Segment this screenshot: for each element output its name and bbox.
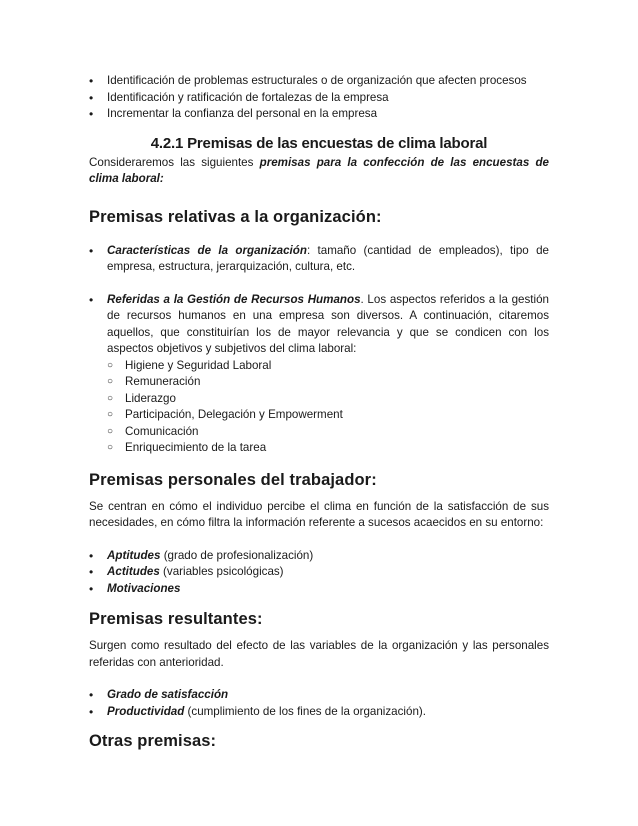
personal-heading: Premisas personales del trabajador:: [89, 470, 377, 489]
results-list: [89, 687, 549, 720]
sub-list-item: [107, 358, 549, 375]
bullet-icon: •: [89, 688, 94, 702]
sub-list-item: [107, 391, 549, 408]
item-bold: Productividad: [107, 704, 185, 718]
hr-aspects-list: [107, 358, 549, 457]
org-item1-bold: Características de la organización: [107, 243, 307, 257]
list-item: [89, 548, 549, 565]
circle-bullet-icon: ○: [107, 359, 114, 371]
org-item2-bold: Referidas a la Gestión de Recursos Humanos: [107, 292, 361, 306]
bullet-icon: •: [89, 292, 94, 307]
sub-item-text: Comunicación: [125, 424, 199, 438]
bullet-icon: •: [89, 243, 94, 258]
circle-bullet-icon: ○: [107, 409, 114, 420]
list-item: [89, 581, 549, 598]
sub-list-item: [107, 440, 549, 457]
list-item: [89, 243, 549, 276]
results-paragraph: Surgen como resultado del efecto de las variables de la organización y las personales referidas con anterioridad.: [89, 639, 549, 669]
personal-list: [89, 548, 549, 598]
sub-item-text: Participación, Delegación y Empowerment: [125, 408, 343, 421]
item-text: (cumplimiento de los fines de la organización).: [184, 704, 426, 718]
sub-list-item: [107, 374, 549, 391]
sub-list-item: [107, 424, 549, 441]
item-bold: Aptitudes: [107, 548, 161, 562]
sub-item-text: Higiene y Seguridad Laboral: [125, 358, 272, 372]
list-item-text: Incrementar la confianza del personal en la empresa: [107, 107, 378, 120]
item-text: (grado de profesionalización): [160, 548, 314, 562]
list-item: [89, 90, 549, 107]
list-item: [89, 704, 549, 721]
item-text: (variables psicológicas): [159, 565, 284, 578]
bullet-icon: •: [89, 565, 94, 579]
list-item: [89, 687, 549, 704]
list-item: [89, 106, 549, 123]
org-list: [89, 243, 549, 457]
bullet-icon: •: [89, 581, 94, 596]
bullet-icon: •: [89, 548, 94, 563]
item-bold: Grado de satisfacción: [107, 688, 229, 701]
circle-bullet-icon: ○: [107, 376, 114, 387]
sub-item-text: Liderazgo: [125, 391, 176, 405]
other-heading: Otras premisas:: [89, 732, 217, 750]
intro-paragraph: [89, 155, 549, 188]
org-item1-text: : tamaño (cantidad de empleados), tipo de empresa, estructura, jerarquización, cultura, etc.: [107, 243, 549, 273]
org-heading: Premisas relativas a la organización:: [89, 207, 382, 226]
list-item: [89, 564, 549, 581]
circle-bullet-icon: ○: [107, 425, 114, 437]
sub-item-text: Remuneración: [125, 375, 201, 388]
circle-bullet-icon: ○: [107, 442, 114, 453]
org-item2-text: . Los aspectos referidos a la gestión de recursos humanos en una empresa son diversos. A continuación, citaremos aquellos, que constituirían los de mayor relevancia y que se condicen con los aspectos objetivos y subjetivos del clima laboral:: [107, 292, 549, 355]
item-bold: Actitudes: [107, 565, 160, 578]
bullet-icon: •: [89, 74, 94, 88]
bullet-icon: •: [89, 90, 94, 105]
circle-bullet-icon: ○: [107, 392, 114, 404]
personal-paragraph: Se centran en cómo el individuo percibe el clima en función de la satisfacción de sus necesidades, en cómo filtra la información referente a sucesos acaecidos en su entorno:: [89, 499, 549, 529]
list-item: [89, 292, 549, 457]
sub-item-text: Enriquecimiento de la tarea: [125, 441, 267, 454]
page-content: [89, 73, 549, 751]
results-heading: Premisas resultantes:: [89, 610, 263, 628]
bullet-icon: •: [89, 107, 94, 121]
list-item-text: Identificación de problemas estructurales o de organización que afecten procesos: [107, 74, 527, 87]
item-bold: Motivaciones: [107, 581, 181, 595]
section-title: 4.2.1 Premisas de las encuestas de clima laboral: [150, 134, 488, 152]
intro-text: Consideraremos las siguientes: [89, 155, 260, 169]
bullet-icon: •: [89, 704, 94, 719]
objectives-list: [89, 73, 549, 123]
intro-bold: premisas para la confección de las encuestas de clima laboral:: [89, 155, 549, 185]
list-item: [89, 73, 549, 90]
sub-list-item: [107, 407, 549, 424]
list-item-text: Identificación y ratificación de fortalezas de la empresa: [107, 90, 389, 104]
